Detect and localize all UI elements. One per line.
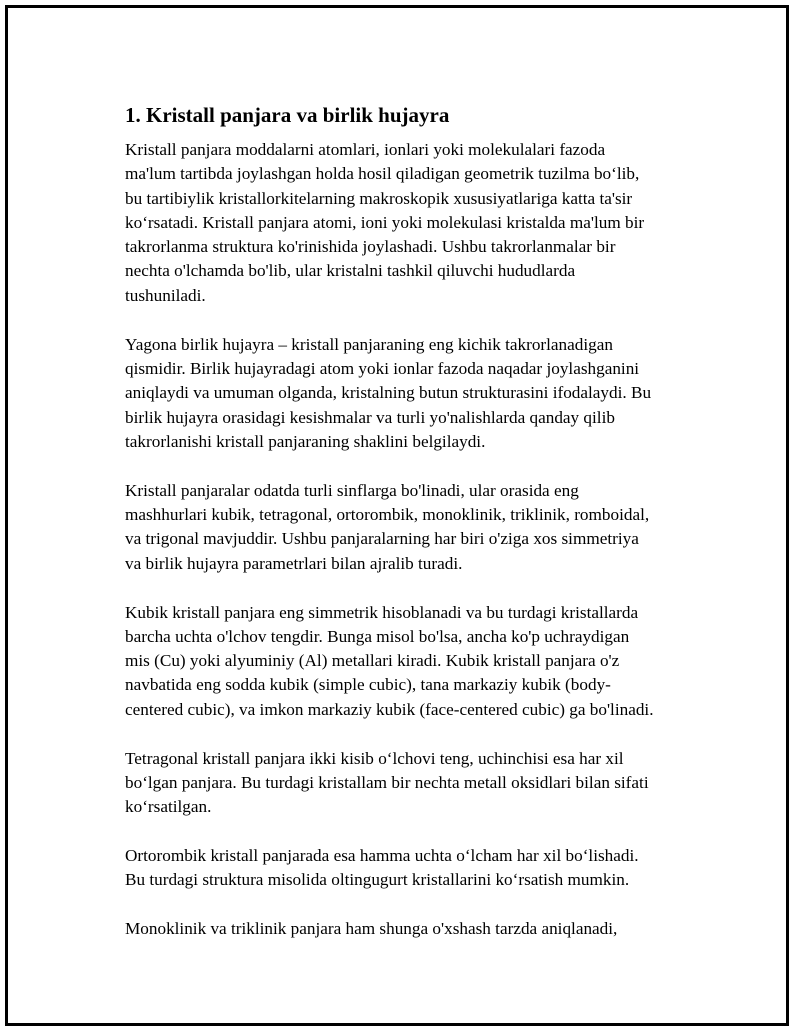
- text-line: mashhurlari kubik, tetragonal, ortorombik, monoklinik, triklinik, romboidal,: [125, 505, 650, 525]
- text-line: takrorlanma struktura ko'rinishida joylashadi. Ushbu takrorlanmalar bir: [125, 237, 616, 257]
- text-line: Monoklinik va triklinik panjara ham shunga o'xshash tarzda aniqlanadi,: [125, 919, 618, 939]
- paragraph: [125, 333, 705, 454]
- text-line: takrorlanishi kristall panjaraning shaklini belgilaydi.: [125, 431, 486, 451]
- text-line: Bu turdagi struktura misolida oltingugurt kristallarini ko‘rsatish mumkin.: [125, 870, 630, 890]
- text-line: Tetragonal kristall panjara ikki kisib o‘lchovi teng, uchinchisi esa har xil: [125, 748, 624, 768]
- paragraph: [125, 138, 705, 308]
- text-line: va birlik hujayra parametrlari bilan ajralib turadi.: [125, 553, 463, 573]
- text-line: tushuniladi.: [125, 285, 206, 305]
- text-line: centered cubic), va imkon markaziy kubik (face-centered cubic) ga bo'linadi.: [125, 699, 654, 719]
- paragraph: [125, 844, 705, 893]
- text-line: ko‘rsatadi. Kristall panjara atomi, ioni yoki molekulasi kristalda ma'lum bir: [125, 212, 645, 232]
- text-line: birlik hujayra orasidagi kesishmalar va turli yo'nalishlarda qanday qilib: [125, 407, 615, 427]
- text-line: navbatida eng sodda kubik (simple cubic), tana markaziy kubik (body-: [125, 675, 611, 695]
- text-line: va trigonal mavjuddir. Ushbu panjaralarning har biri o'ziga xos simmetriya: [125, 529, 639, 549]
- section-heading: 1. Kristall panjara va birlik hujayra: [125, 103, 450, 127]
- page-border: [5, 5, 789, 1026]
- text-line: Kubik kristall panjara eng simmetrik hisoblanadi va bu turdagi kristallarda: [125, 602, 639, 622]
- paragraph: [125, 479, 705, 576]
- text-line: Yagona birlik hujayra – kristall panjaraning eng kichik takrorlanadigan: [125, 334, 613, 354]
- paragraph: [125, 917, 705, 941]
- text-line: aniqlaydi va umuman olganda, kristalning butun strukturasini ifodalaydi. Bu: [125, 383, 652, 403]
- document-body: [125, 102, 705, 966]
- text-line: ma'lum tartibda joylashgan holda hosil qiladigan geometrik tuzilma bo‘lib,: [125, 164, 640, 184]
- text-line: Ortorombik kristall panjarada esa hamma uchta o‘lcham har xil bo‘lishadi.: [125, 846, 639, 866]
- text-line: mis (Cu) yoki alyuminiy (Al) metallari kiradi. Kubik kristall panjara o'z: [125, 651, 620, 671]
- text-line: bu tartibiylik kristallorkitelarning makroskopik xususiyatlariga katta ta'sir: [125, 188, 633, 208]
- paragraph: [125, 747, 705, 820]
- text-line: nechta o'lchamda bo'lib, ular kristalni tashkil qiluvchi hududlarda: [125, 261, 576, 281]
- text-line: Kristall panjara moddalarni atomlari, ionlari yoki molekulalari fazoda: [125, 140, 606, 159]
- text-line: Kristall panjaralar odatda turli sinflarga bo'linadi, ular orasida eng: [125, 480, 579, 500]
- text-line: qismidir. Birlik hujayradagi atom yoki ionlar fazoda naqadar joylashganini: [125, 358, 640, 378]
- text-line: ko‘rsatilgan.: [125, 797, 212, 817]
- text-line: bo‘lgan panjara. Bu turdagi kristallam bir nechta metall oksidlari bilan sifati: [125, 772, 649, 792]
- text-line: barcha uchta o'lchov tengdir. Bunga misol bo'lsa, ancha ko'p uchraydigan: [125, 626, 630, 646]
- paragraph: [125, 601, 705, 722]
